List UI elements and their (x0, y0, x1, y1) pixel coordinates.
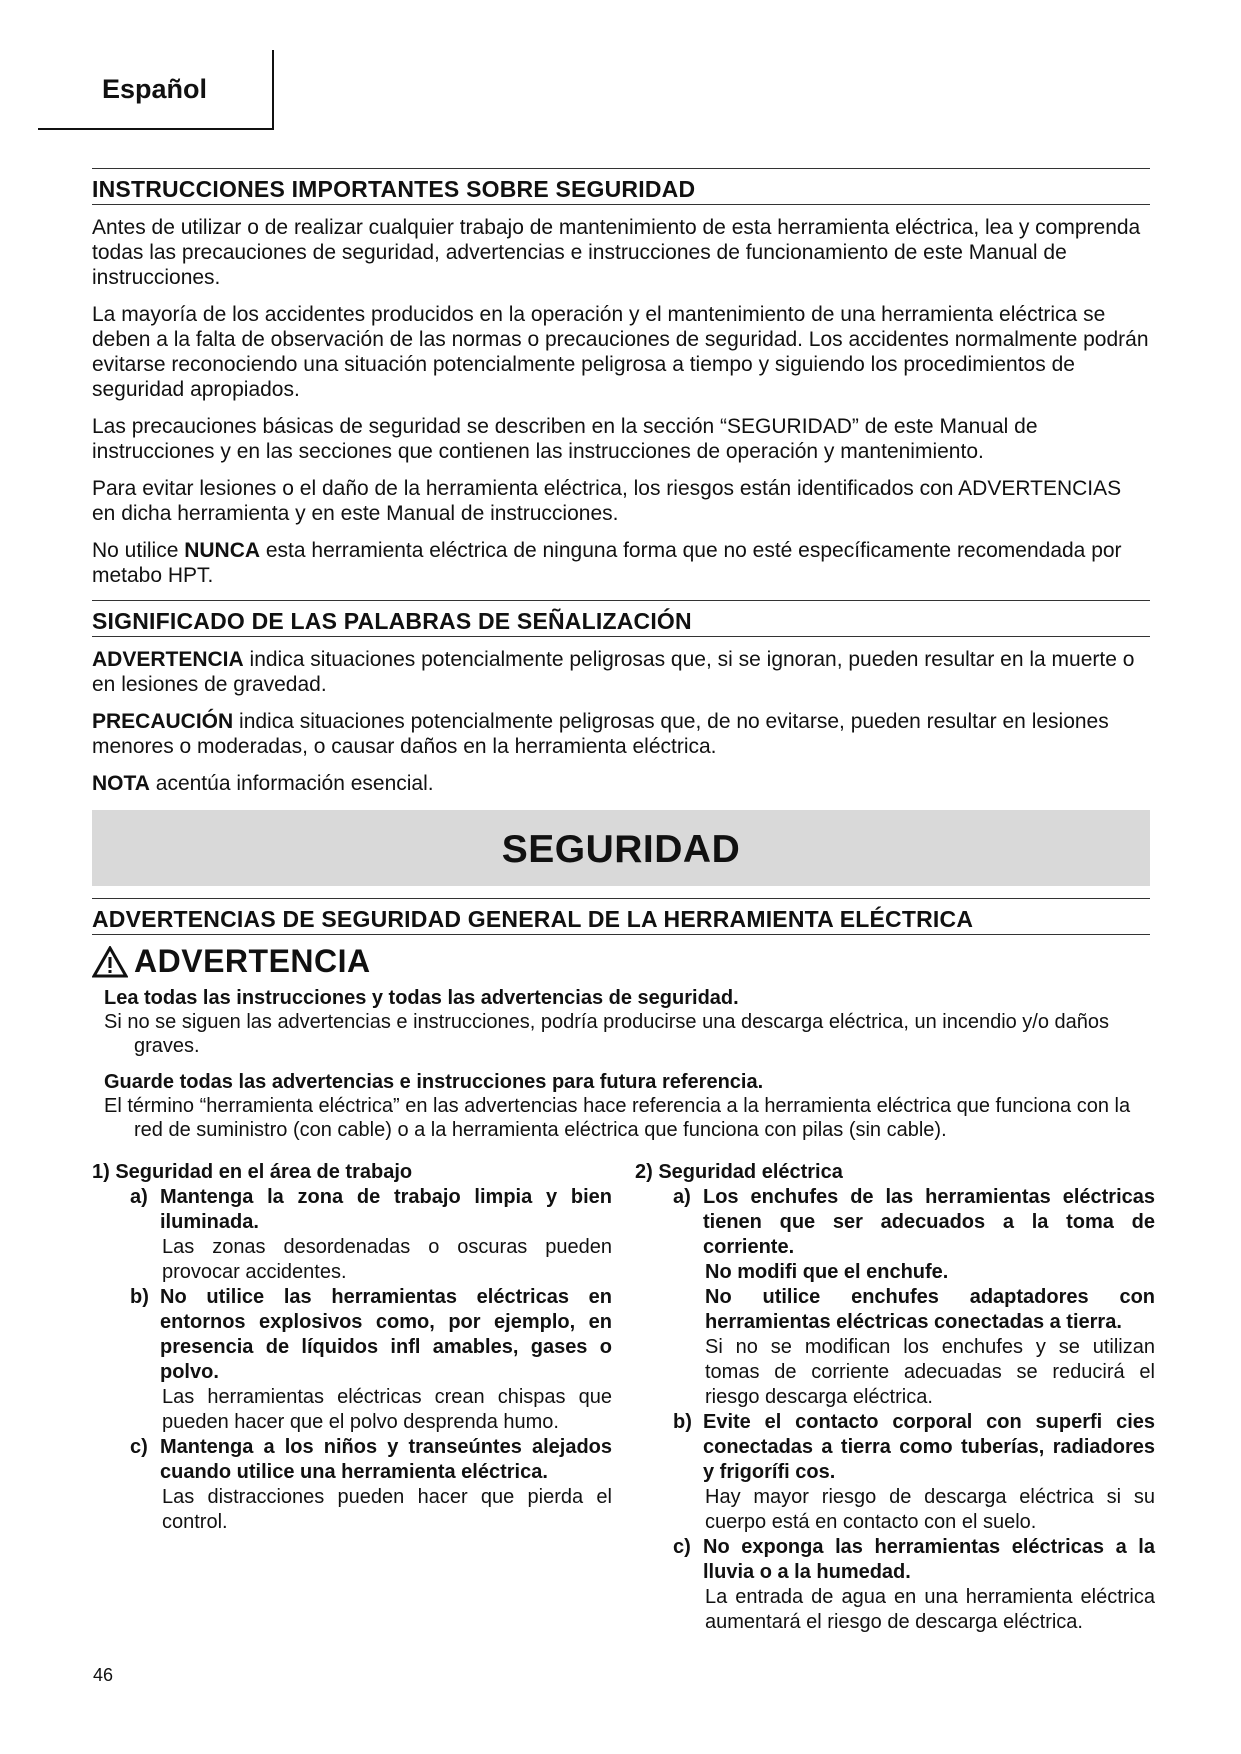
item-extra: No modifi que el enchufe. (705, 1261, 949, 1283)
heading-general-warnings: ADVERTENCIAS DE SEGURIDAD GENERAL DE LA HERRAMIENTA ELÉCTRICA (92, 898, 1150, 935)
item-label: c) (130, 1436, 148, 1458)
item-title: Mantenga a los niños y transeúntes alejados cuando utilice una herramienta eléctrica. (160, 1436, 612, 1483)
bold-text: PRECAUCIÓN (92, 710, 234, 733)
instruction-text: El término “herramienta eléctrica” en las advertencias hace referencia a la herramienta eléctrica que funciona con la red de suministro (con cable) o a la herramienta eléctrica que funciona con pilas (sin cable). (104, 1095, 1131, 1141)
list-item (130, 1435, 612, 1485)
paragraph: La mayoría de los accidentes producidos en la operación y el mantenimiento de una herramienta eléctrica se deben a la falta de observación de las normas o precauciones de seguridad. Los accidentes normalmente podrán evitarse reconociendo una situación potencialmente peligrosa a tiempo y siguiendo los procedimientos de seguridad apropiados. (92, 303, 1149, 401)
item-desc: Las herramientas eléctricas crean chispas que pueden hacer que el polvo desprenda humo. (162, 1386, 612, 1433)
bold-instruction: Lea todas las instrucciones y todas las advertencias de seguridad. (104, 987, 739, 1009)
item-label: b) (673, 1411, 692, 1433)
item-title: Los enchufes de las herramientas eléctricas tienen que ser adecuados a la toma de corriente. (703, 1186, 1155, 1258)
bold-text: ADVERTENCIA (92, 648, 244, 671)
item-extra: No utilice enchufes adaptadores con herramientas eléctricas conectadas a tierra. (705, 1286, 1155, 1333)
list-item (673, 1185, 1155, 1260)
item-desc: Las distracciones pueden hacer que pierda el control. (162, 1486, 612, 1533)
paragraph: Antes de utilizar o de realizar cualquier trabajo de mantenimiento de esta herramienta eléctrica, lea y comprenda todas las precauciones de seguridad, advertencias e instrucciones de funcionamiento de este Manual de instrucciones. (92, 216, 1141, 289)
item-desc: Las zonas desordenadas o oscuras pueden provocar accidentes. (162, 1236, 612, 1283)
page-number: 46 (93, 1665, 114, 1685)
signal-note (92, 771, 1150, 796)
column-title: 2) Seguridad eléctrica (635, 1161, 843, 1183)
language-label: Español (102, 74, 208, 104)
section-banner: SEGURIDAD (92, 810, 1150, 886)
list-item (673, 1410, 1155, 1485)
item-title: Evite el contacto corporal con superfi cies conectadas a tierra como tuberías, radiadores y frigorífi cos. (703, 1411, 1155, 1483)
warning-title: ADVERTENCIA (134, 943, 371, 979)
item-title: No utilice las herramientas eléctricas en entornos explosivos como, por ejemplo, en presencia de líquidos infl amables, gases o polvo. (160, 1286, 612, 1383)
paragraph: Las precauciones básicas de seguridad se describen en la sección “SEGURIDAD” de este Manual de instrucciones y en las secciones que contienen las instrucciones de operación y mantenimiento. (92, 415, 1038, 463)
instruction-text: Si no se siguen las advertencias e instrucciones, podría producirse una descarga eléctrica, un incendio y/o daños graves. (104, 1011, 1110, 1057)
text: indica situaciones potencialmente peligrosas que, si se ignoran, pueden resultar en la muerte o en lesiones de gravedad. (92, 648, 1135, 696)
text: indica situaciones potencialmente peligrosas que, de no evitarse, pueden resultar en lesiones menores o moderadas, o causar daños en la herramienta eléctrica. (92, 710, 1109, 758)
item-desc: Si no se modifican los enchufes y se utilizan tomas de corriente adecuadas se reducirá el riesgo descarga eléctrica. (705, 1336, 1155, 1408)
bold-text: NUNCA (184, 539, 261, 562)
item-label: b) (130, 1286, 149, 1308)
column-electrical (635, 1160, 1155, 1635)
item-label: a) (673, 1186, 691, 1208)
item-desc: Hay mayor riesgo de descarga eléctrica si su cuerpo está en contacto con el suelo. (705, 1486, 1155, 1533)
text: esta herramienta eléctrica de ninguna forma que no esté específicamente recomendada por metabo HPT. (92, 539, 1122, 587)
list-item (673, 1535, 1155, 1585)
heading-safety-instructions: INSTRUCCIONES IMPORTANTES SOBRE SEGURIDAD (92, 168, 1150, 205)
item-label: a) (130, 1186, 148, 1208)
signal-warning (92, 647, 1150, 697)
language-tab (38, 50, 274, 130)
warning-header (92, 943, 1150, 980)
bold-text: NOTA (92, 772, 150, 795)
paragraph-never (92, 538, 1150, 588)
column-work-area (92, 1160, 612, 1535)
list-item (130, 1285, 612, 1385)
text: acentúa información esencial. (149, 772, 434, 795)
main-content (92, 168, 1150, 1142)
list-item (130, 1185, 612, 1235)
paragraph: Para evitar lesiones o el daño de la herramienta eléctrica, los riesgos están identificados con ADVERTENCIAS en dicha herramienta y en este Manual de instrucciones. (92, 477, 1122, 525)
item-label: c) (673, 1536, 691, 1558)
heading-signal-words: SIGNIFICADO DE LAS PALABRAS DE SEÑALIZACIÓN (92, 600, 1150, 637)
item-desc: La entrada de agua en una herramienta eléctrica aumentará el riesgo de descarga eléctrica. (705, 1586, 1155, 1633)
text: No utilice (92, 539, 185, 562)
column-title: 1) Seguridad en el área de trabajo (92, 1161, 413, 1183)
item-title: Mantenga la zona de trabajo limpia y bien iluminada. (160, 1186, 612, 1233)
signal-caution (92, 709, 1150, 759)
warning-triangle-icon (92, 946, 128, 978)
warning-block (104, 986, 1150, 1142)
bold-instruction: Guarde todas las advertencias e instrucciones para futura referencia. (104, 1071, 764, 1093)
item-title: No exponga las herramientas eléctricas a la lluvia o a la humedad. (703, 1536, 1155, 1583)
